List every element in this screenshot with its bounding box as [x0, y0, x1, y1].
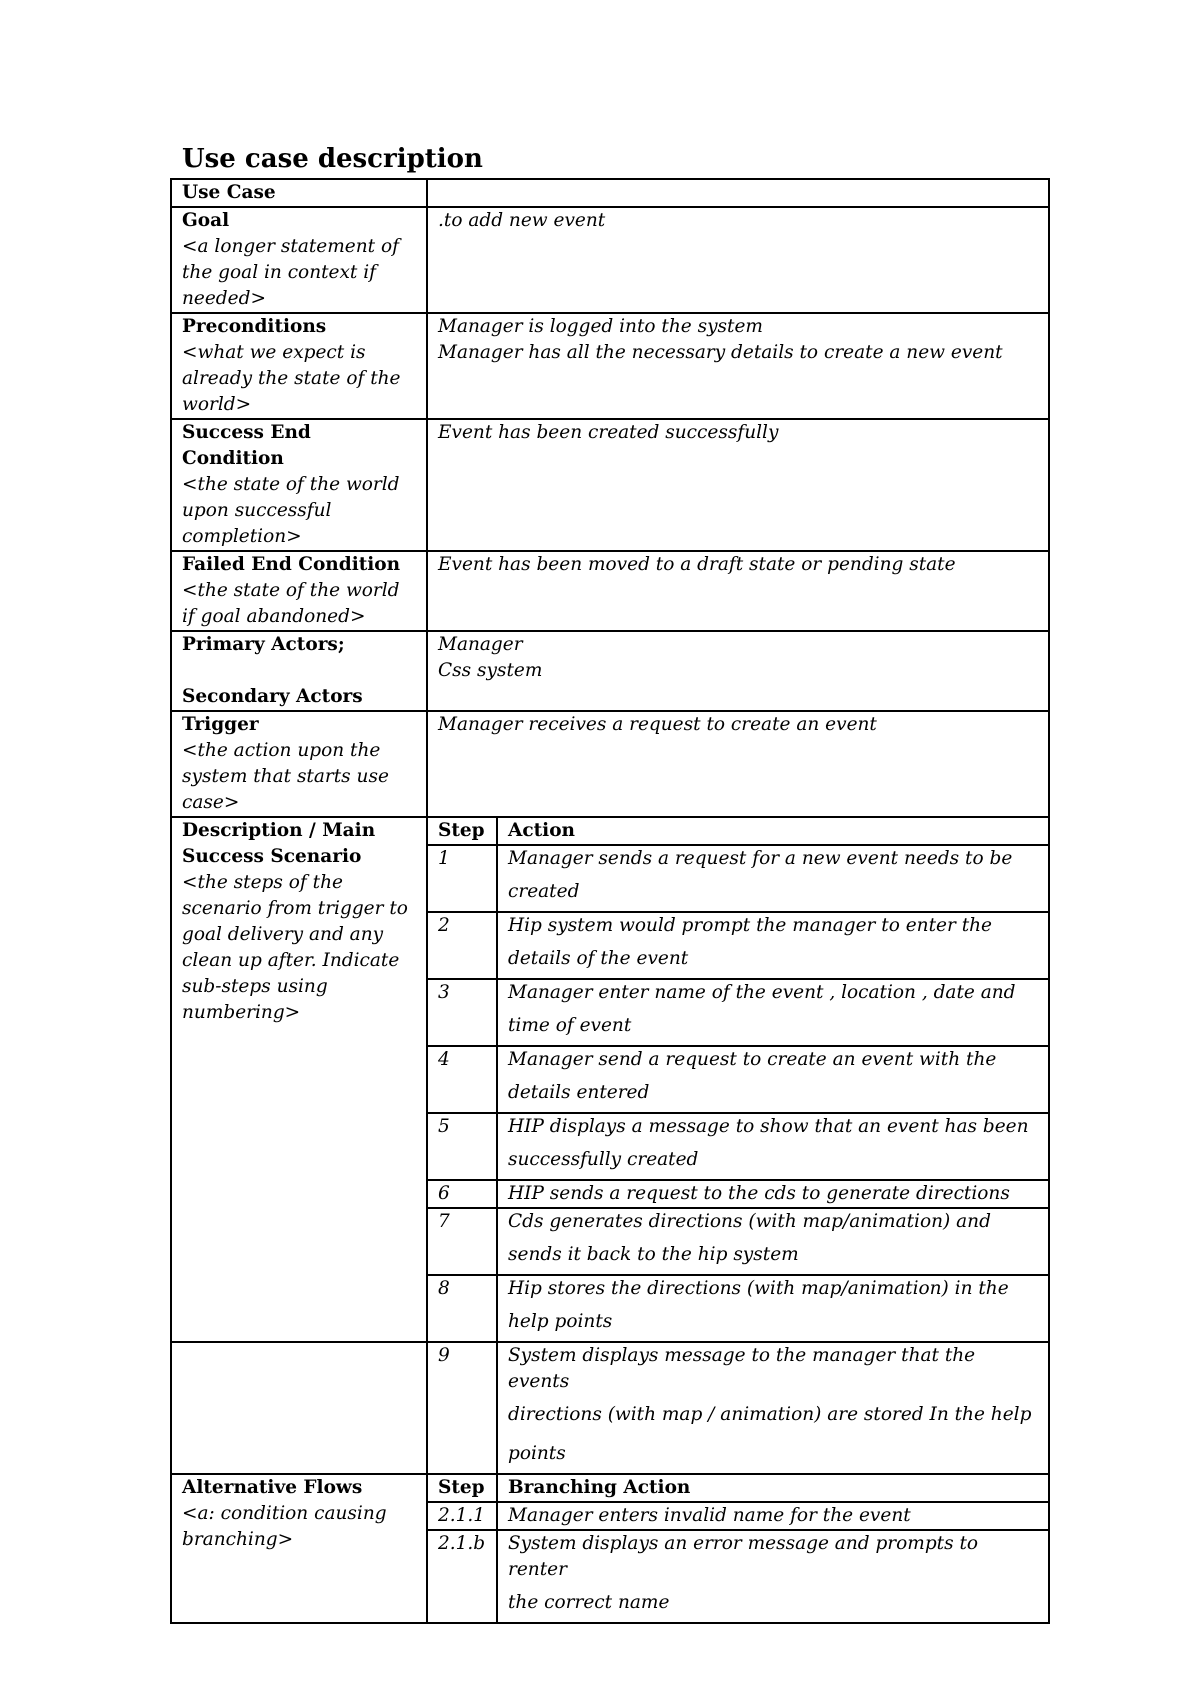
step-action-cell [497, 1275, 1049, 1342]
alt-step-action-line2: the correct name [508, 1592, 670, 1613]
step-action-line1: System displays message to the manager that the events [508, 1345, 976, 1392]
step-number: 5 [438, 1116, 450, 1137]
goal-label-cell [171, 207, 427, 313]
step-number-cell [427, 845, 497, 912]
actor-2: Css system [438, 660, 543, 681]
actors-label-cell [171, 631, 427, 711]
row-actors [171, 631, 1049, 711]
step-number-cell [427, 1275, 497, 1342]
step-number-cell [427, 912, 497, 979]
step-action-line2: directions (with map / animation) are stored In the help [508, 1404, 1032, 1425]
success-end-label-cell [171, 419, 427, 551]
actors-value-cell [427, 631, 1049, 711]
trigger-hint: <the action upon the system that starts use case> [182, 740, 389, 813]
use-case-label: Use Case [182, 182, 276, 203]
precondition-1: Manager is logged into the system [438, 316, 763, 337]
step-action-line1: HIP displays a message to show that an event has been [508, 1116, 1029, 1137]
step-number: 7 [438, 1211, 450, 1232]
preconditions-label: Preconditions [182, 316, 327, 337]
alt-step-number-cell [427, 1502, 497, 1530]
row-use-case [171, 179, 1049, 207]
alt-step-header-text: Step [438, 1477, 485, 1498]
goal-value: .to add new event [438, 210, 606, 231]
step-9-row [171, 1342, 1049, 1474]
empty-label-cell [171, 1342, 427, 1474]
step-action-cell [497, 1208, 1049, 1275]
step-number: 4 [438, 1049, 450, 1070]
failed-end-value: Event has been moved to a draft state or pending state [438, 554, 956, 575]
step-action-line2: details of the event [508, 948, 689, 969]
step-action-line2: sends it back to the hip system [508, 1244, 799, 1265]
step-action-cell [497, 979, 1049, 1046]
step-header [427, 817, 497, 845]
step-action-line2: successfully created [508, 1149, 699, 1170]
step-action-line1: Manager sends a request for a new event needs to be [508, 848, 1013, 869]
main-scenario-label: Description / Main Success Scenario [182, 820, 376, 867]
preconditions-label-cell [171, 313, 427, 419]
step-number: 9 [438, 1345, 450, 1366]
step-action-cell [497, 1113, 1049, 1180]
success-end-label: Success End Condition [182, 422, 311, 469]
step-action-line1: Cds generates directions (with map/animation) and [508, 1211, 991, 1232]
step-action-line1: Manager enter name of the event , location , date and [508, 982, 1016, 1003]
goal-hint: <a longer statement of the goal in context if needed> [182, 236, 399, 309]
step-action-line2: time of event [508, 1015, 632, 1036]
trigger-label-cell [171, 711, 427, 817]
action-header [497, 817, 1049, 845]
row-trigger [171, 711, 1049, 817]
step-number: 2 [438, 915, 450, 936]
actor-1: Manager [438, 634, 523, 655]
preconditions-hint: <what we expect is already the state of the world> [182, 342, 401, 415]
step-number: 3 [438, 982, 450, 1003]
success-end-value: Event has been created successfully [438, 422, 779, 443]
primary-actors-label: Primary Actors; [182, 634, 345, 655]
step-action-line3: points [508, 1443, 566, 1464]
use-case-value-cell [427, 179, 1049, 207]
step-number-cell [427, 1046, 497, 1113]
row-goal [171, 207, 1049, 313]
step-number-cell [427, 979, 497, 1046]
step-number: 1 [438, 848, 450, 869]
row-failed-end [171, 551, 1049, 631]
alt-step-action-line1: Manager enters invalid name for the event [508, 1505, 911, 1526]
step-number: 6 [438, 1183, 450, 1204]
main-scenario-header-row [171, 817, 1049, 845]
failed-end-label: Failed End Condition [182, 554, 401, 575]
success-end-hint: <the state of the world upon successful completion> [182, 474, 400, 547]
step-number-cell [427, 1113, 497, 1180]
alternative-label-cell [171, 1474, 427, 1623]
failed-end-label-cell [171, 551, 427, 631]
goal-value-cell [427, 207, 1049, 313]
alt-step-action-cell [497, 1530, 1049, 1623]
step-action-cell [497, 1180, 1049, 1208]
alt-step-action-line1: System displays an error message and prompts to renter [508, 1533, 979, 1580]
main-scenario-hint: <the steps of the scenario from trigger to goal delivery and any clean up after. Indicate sub-steps using numbering> [182, 872, 408, 1023]
main-scenario-label-cell [171, 817, 427, 1342]
step-action-line1: HIP sends a request to the cds to generate directions [508, 1183, 1010, 1204]
action-header-text: Action [508, 820, 575, 841]
row-success-end [171, 419, 1049, 551]
use-case-table [170, 178, 1050, 1624]
alt-action-header-text: Branching Action [508, 1477, 691, 1498]
failed-end-value-cell [427, 551, 1049, 631]
alt-step-action-cell [497, 1502, 1049, 1530]
step-action-cell [497, 912, 1049, 979]
failed-end-hint: <the state of the world if goal abandoned> [182, 580, 400, 627]
step-action-line2: details entered [508, 1082, 650, 1103]
step-number-cell [427, 1180, 497, 1208]
success-end-value-cell [427, 419, 1049, 551]
alt-step-header [427, 1474, 497, 1502]
trigger-value-cell [427, 711, 1049, 817]
preconditions-value-cell [427, 313, 1049, 419]
trigger-value: Manager receives a request to create an event [438, 714, 877, 735]
step-action-line2: created [508, 881, 580, 902]
alternative-label: Alternative Flows [182, 1477, 363, 1498]
step-number-cell [427, 1342, 497, 1474]
step-action-line1: Hip system would prompt the manager to enter the [508, 915, 992, 936]
step-action-line1: Hip stores the directions (with map/animation) in the [508, 1278, 1009, 1299]
step-number: 8 [438, 1278, 450, 1299]
step-action-line2: help points [508, 1311, 613, 1332]
trigger-label: Trigger [182, 714, 259, 735]
precondition-2: Manager has all the necessary details to create a new event [438, 342, 1003, 363]
alt-step-number-cell [427, 1530, 497, 1623]
alt-step-number: 2.1.1 [438, 1505, 486, 1526]
step-number-cell [427, 1208, 497, 1275]
step-action-line1: Manager send a request to create an event with the [508, 1049, 997, 1070]
alternative-header-row [171, 1474, 1049, 1502]
step-action-cell [497, 1342, 1049, 1474]
alt-step-number: 2.1.b [438, 1533, 486, 1554]
alternative-hint: <a: condition causing branching> [182, 1503, 387, 1550]
row-preconditions [171, 313, 1049, 419]
step-action-cell [497, 845, 1049, 912]
step-action-cell [497, 1046, 1049, 1113]
goal-label: Goal [182, 210, 230, 231]
step-header-text: Step [438, 820, 485, 841]
secondary-actors-label: Secondary Actors [182, 686, 363, 707]
use-case-label-cell [171, 179, 427, 207]
alt-action-header [497, 1474, 1049, 1502]
page-title: Use case description [182, 144, 483, 174]
